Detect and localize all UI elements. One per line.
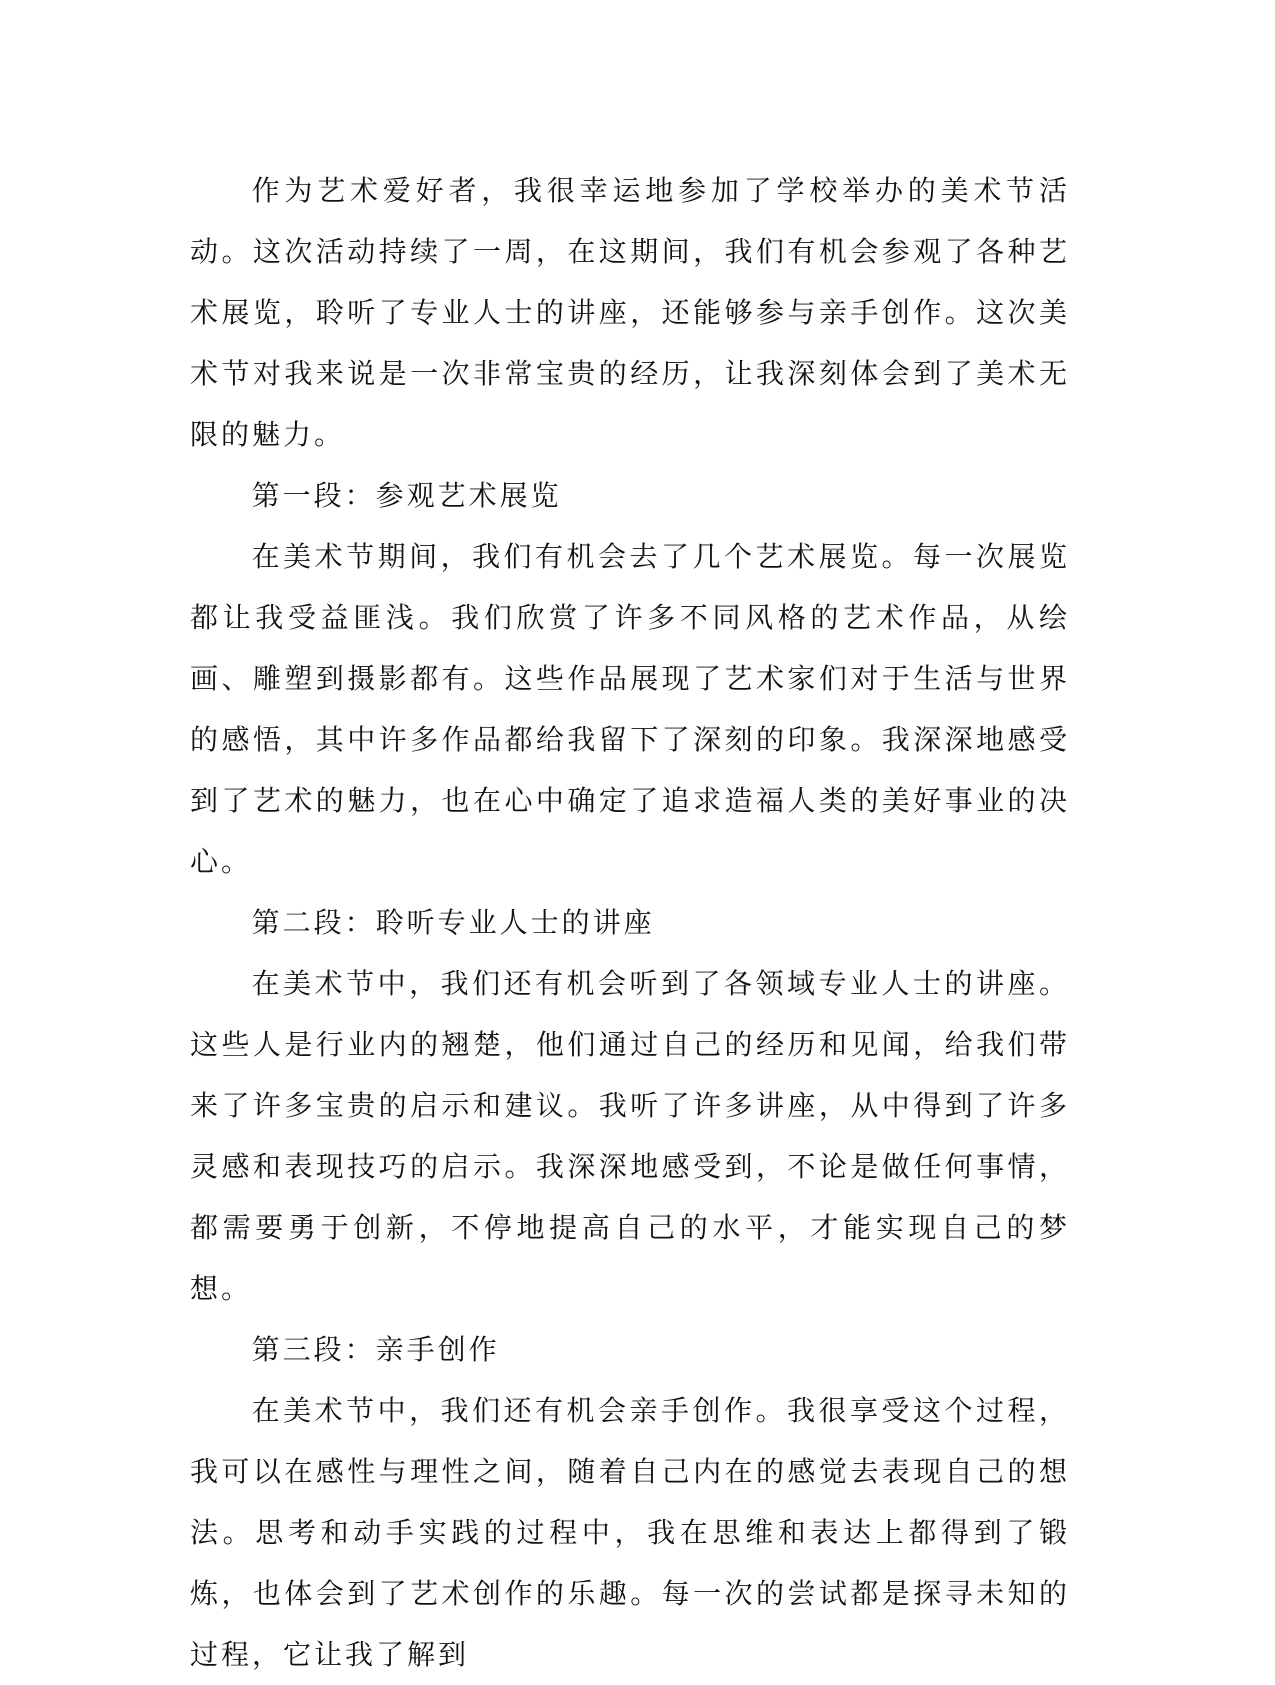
section1-paragraph: 在美术节期间，我们有机会去了几个艺术展览。每一次展览都让我受益匪浅。我们欣赏了许多不同风格的艺术作品，从绘画、雕塑到摄影都有。这些作品展现了艺术家们对于生活与世界的感悟，其中许多作品都给我留下了深刻的印象。我深深地感受到了艺术的魅力，也在心中确定了追求造福人类的美好事业的决心。 — [190, 540, 1070, 878]
document-body — [190, 160, 1070, 1685]
section3-heading: 第三段：亲手创作 — [251, 1333, 500, 1366]
intro-paragraph: 作为艺术爱好者，我很幸运地参加了学校举办的美术节活动。这次活动持续了一周，在这期间，我们有机会参观了各种艺术展览，聆听了专业人士的讲座，还能够参与亲手创作。这次美术节对我来说是一次非常宝贵的经历，让我深刻体会到了美术无限的魅力。 — [190, 174, 1070, 451]
section2-paragraph: 在美术节中，我们还有机会听到了各领域专业人士的讲座。这些人是行业内的翘楚，他们通过自己的经历和见闻，给我们带来了许多宝贵的启示和建议。我听了许多讲座，从中得到了许多灵感和表现技巧的启示。我深深地感受到，不论是做任何事情，都需要勇于创新，不停地提高自己的水平，才能实现自己的梦想。 — [190, 967, 1070, 1305]
section2-heading: 第二段：聆听专业人士的讲座 — [251, 906, 655, 939]
section1-heading: 第一段：参观艺术展览 — [251, 479, 562, 512]
section3-paragraph: 在美术节中，我们还有机会亲手创作。我很享受这个过程，我可以在感性与理性之间，随着自己内在的感觉去表现自己的想法。思考和动手实践的过程中，我在思维和表达上都得到了锻炼，也体会到了艺术创作的乐趣。每一次的尝试都是探寻未知的过程，它让我了解到 — [190, 1394, 1070, 1671]
